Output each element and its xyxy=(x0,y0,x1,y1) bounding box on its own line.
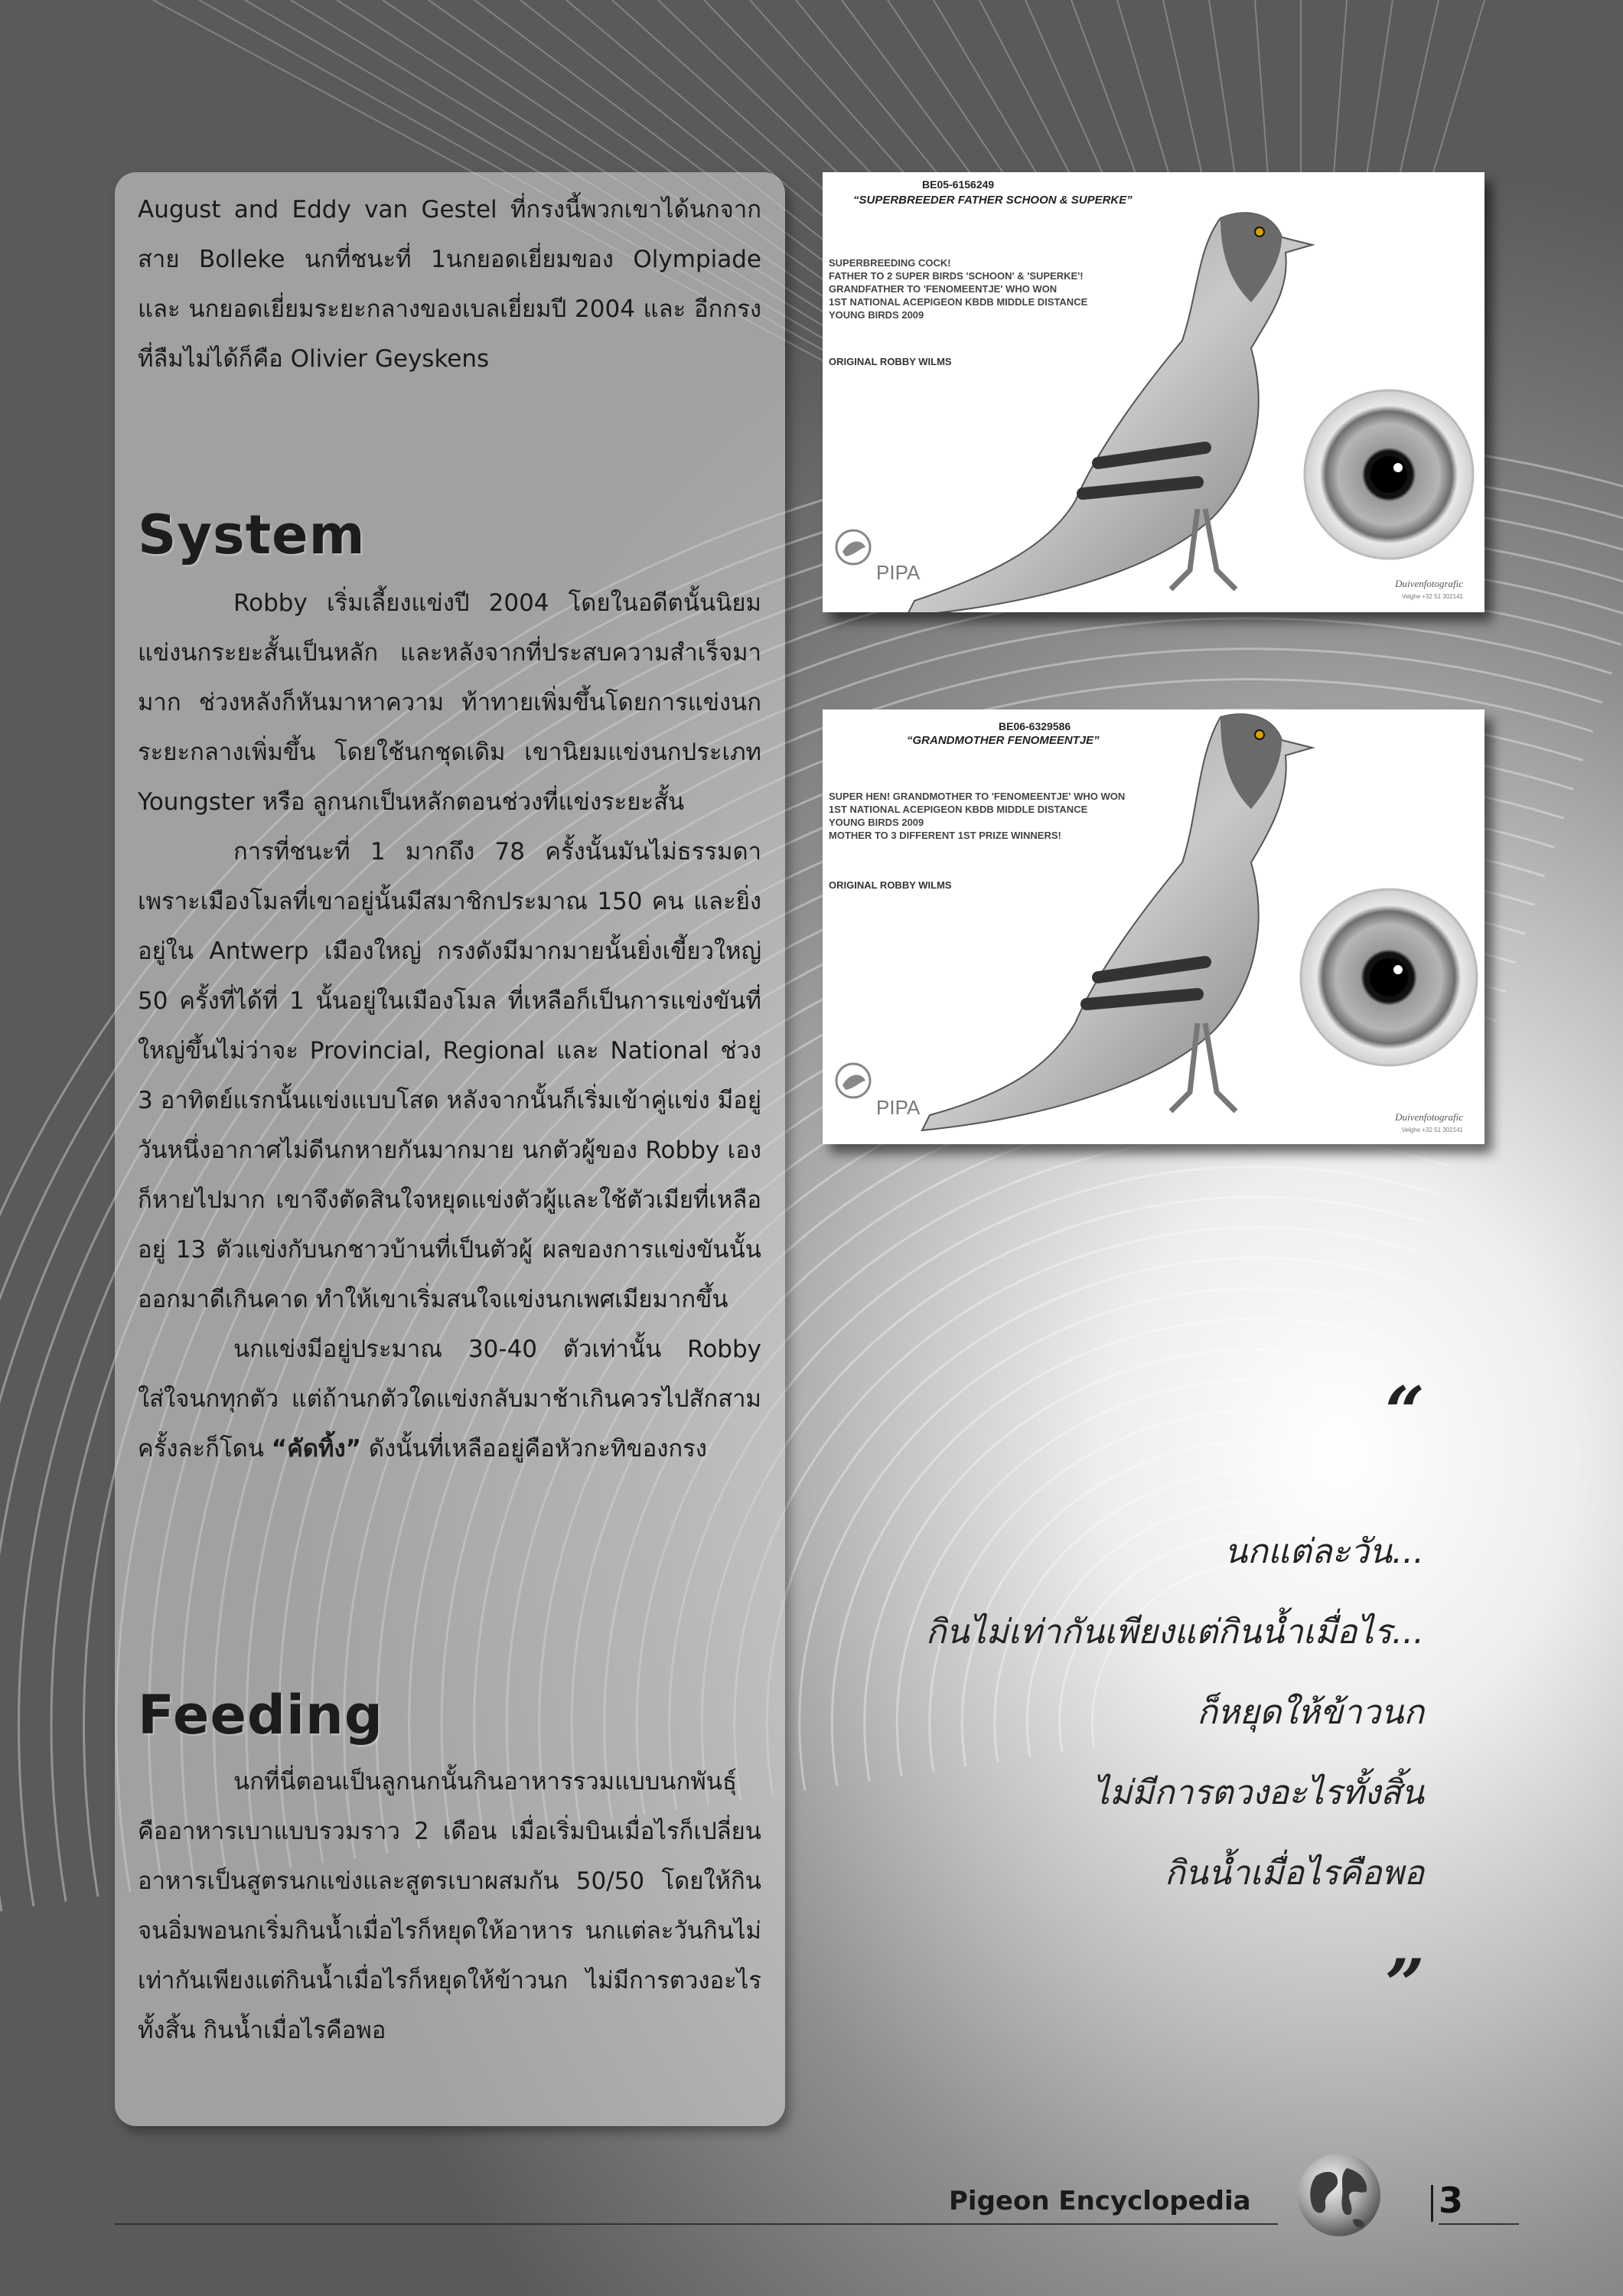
system-paragraph-3-end: ดังนั้นที่เหลืออยู่คือหัวกะทิของกรง xyxy=(360,1435,707,1463)
pipa-logo: PIPA xyxy=(876,1096,921,1119)
pigeon-card-2 xyxy=(823,709,1484,1144)
footer-title: Pigeon Encyclopedia xyxy=(949,2186,1251,2216)
pigeon-photo-2 xyxy=(823,709,1484,1144)
system-paragraph-1: Robby เริ่มเลี้ยงแข่งปี 2004 โดยในอดีตนั้นนิยมแข่งนกระยะสั้นเป็นหลัก และหลังจากที่ประสบความสำเร็จมามาก ช่วงหลังก็หันมาหาความ ท้าทายเพิ่มขึ้นโดยการแข่งนกระยะกลางเพิ่มขึ้น โดยใช้นกชุดเดิม เขานิยมแข่งนกประเภท Youngster หรือ ลูกนกเป็นหลักตอนช่วงที่แข่งระยะสั้น xyxy=(138,589,761,816)
page-number-separator xyxy=(1431,2185,1433,2222)
system-paragraph-3-bold: “คัดทิ้ง” xyxy=(271,1435,361,1463)
card-title: “SUPERBREEDER FATHER SCHOON & SUPERKE” xyxy=(853,194,1133,207)
quote-line-4: ไม่มีการตวงอะไรทั้งสิ้น xyxy=(1092,1773,1424,1812)
quote-line-5: กินน้ำเมื่อไรคือพอ xyxy=(1164,1854,1424,1893)
card-description: SUPERBREEDING COCK! FATHER TO 2 SUPER BIRDS 'SCHOON' & 'SUPERKE'! GRANDFATHER TO 'FENOMEENTJE' WHO WON 1ST NATIONAL ACEPIGEON KBDB MIDDLE DISTANCE YOUNG BIRDS 2009 xyxy=(829,257,1088,321)
photographer-credit: Duivenfotografic xyxy=(1395,578,1463,589)
photographer-contact: Velghe +32 51 302141 xyxy=(1401,1127,1463,1133)
system-text xyxy=(138,579,761,1474)
pigeon-card-1 xyxy=(823,172,1484,612)
original-breeder: ORIGINAL ROBBY WILMS xyxy=(829,879,952,891)
quote-line-3: ก็หยุดให้ข้าวนก xyxy=(1197,1693,1424,1732)
quote-line-2: กินไม่เท่ากันเพียงแต่กินน้ำเมื่อไร... xyxy=(925,1613,1424,1652)
quote-line-1: นกแต่ละวัน... xyxy=(1224,1532,1424,1571)
system-paragraph-3-start: นกแข่งมีอยู่ประมาณ 30-40 ตัวเท่านั้น Robby ใส่ใจนกทุกตัว แต่ถ้านกตัวใดแข่งกลับมาช้าเกินควรไปสักสามครั้งละก็โดน xyxy=(138,1336,761,1463)
card-description: SUPER HEN! GRANDMOTHER TO 'FENOMEENTJE' WHO WON 1ST NATIONAL ACEPIGEON KBDB MIDDLE DISTANCE YOUNG BIRDS 2009 MOTHER TO 3 DIFFERENT 1ST PRIZE WINNERS! xyxy=(829,791,1126,841)
original-breeder: ORIGINAL ROBBY WILMS xyxy=(829,356,952,367)
page-number-rule xyxy=(1439,2223,1519,2225)
quote-open-mark: “ xyxy=(1385,1371,1425,1453)
intro-text xyxy=(138,185,761,384)
intro-paragraph: August and Eddy van Gestel ที่กรงนี้พวกเขาได้นกจากสาย Bolleke นกที่ชนะที่ 1นกยอดเยี่ยมของ Olympiade และ นกยอดเยี่ยมระยะกลางของเบลเยี่ยมปี 2004 และ อีกกรงที่ลืมไม่ได้ก็คือ Olivier Geyskens xyxy=(138,196,761,373)
page-number: 3 xyxy=(1439,2180,1464,2221)
system-paragraph-2: การที่ชนะที่ 1 มากถึง 78 ครั้งนั้นมันไม่ธรรมดาเพราะเมืองโมลที่เขาอยู่นั้นมีสมาชิกประมาณ 150 คน และยิ่งอยู่ใน Antwerp เมืองใหญ่ กรงดังมีมากมายนั้นยิ่งเขี้ยวใหญ่ 50 ครั้งที่ได้ที่ 1 นั้นอยู่ในเมืองโมล ที่เหลือก็เป็นการแข่งขันที่ใหญ่ขึ้นไม่ว่าจะ Provincial, Regional และ National ช่วง 3 อาทิตย์แรกนั้นแข่งแบบโสด หลังจากนั้นก็เริ่มเข้าคู่แข่ง มีอยู่วันหนึ่งอากาศไม่ดีนกหายกันมากมาย นกตัวผู้ของ Robby เองก็หายไปมาก เขาจึงตัดสินใจหยุดแข่งตัวผู้และใช้ตัวเมียที่เหลืออยู่ 13 ตัวแข่งกับนกชาวบ้านที่เป็นตัวผู้ ผลของการแข่งขันนั้นออกมาดีเกินคาด ทำให้เขาเริ่มสนใจแข่งนกเพศเมียมากขึ้น xyxy=(138,838,761,1313)
footer-rule xyxy=(115,2223,1278,2225)
globe-icon xyxy=(1293,2149,1385,2241)
system-paragraph-3 xyxy=(138,1325,761,1474)
pipa-logo: PIPA xyxy=(876,561,921,584)
feeding-heading: Feeding xyxy=(138,1684,383,1746)
ring-number: BE06-6329586 xyxy=(999,720,1071,732)
feeding-text xyxy=(138,1757,761,2056)
quote-close-mark: ” xyxy=(1385,1944,1425,2025)
system-heading: System xyxy=(138,504,366,566)
pigeon-photo-1 xyxy=(823,172,1484,612)
photographer-contact: Velghe +32 51 302141 xyxy=(1401,593,1463,600)
ring-number: BE05-6156249 xyxy=(922,178,995,191)
photographer-credit: Duivenfotografic xyxy=(1395,1111,1463,1123)
card-title: “GRANDMOTHER FENOMEENTJE” xyxy=(907,734,1100,747)
feeding-paragraph-1: นกที่นี่ตอนเป็นลูกนกนั้นกินอาหารรวมแบบนกพันธุ์คืออาหารเบาแบบรวมราว 2 เดือน เมื่อเริ่มบินเมื่อไรก็เปลี่ยนอาหารเป็นสูตรนกแข่งและสูตรเบาผสมกัน 50/50 โดยให้กินจนอิ่มพอนกเริ่มกินน้ำเมื่อไรก็หยุดให้อาหาร นกแต่ละวันกินไม่เท่ากันเพียงแต่กินน้ำเมื่อไรก็หยุดให้ข้าวนก ไม่มีการตวงอะไรทั้งสิ้น กินน้ำเมื่อไรคือพอ xyxy=(138,1768,761,2044)
